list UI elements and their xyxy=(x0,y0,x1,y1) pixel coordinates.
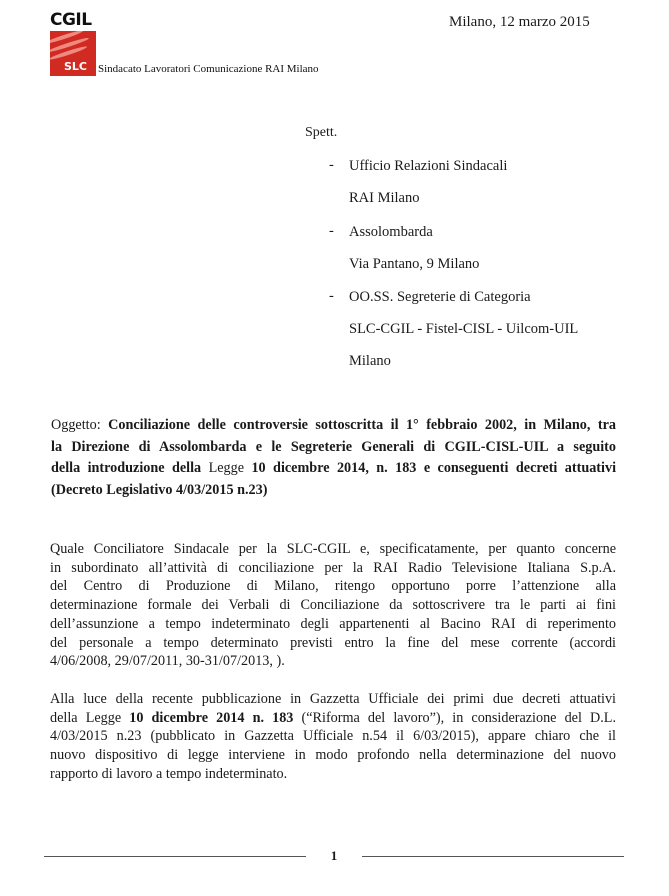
organization-name: Sindacato Lavoratori Comunicazione RAI Milano xyxy=(98,63,319,75)
body-paragraph-2 xyxy=(50,690,616,784)
recipient-line: OO.SS. Segreterie di Categoria xyxy=(349,289,531,305)
recipient-line: SLC-CGIL - Fistel-CISL - Uilcom-UIL xyxy=(349,321,579,337)
footer-rule-left xyxy=(44,856,306,857)
recipient-line: Ufficio Relazioni Sindacali xyxy=(349,158,508,174)
logo-red-box xyxy=(50,31,96,76)
paragraph-line: 4/06/2008, 29/07/2011, 30-31/07/2013, ). xyxy=(50,653,285,670)
recipient-bullet: - xyxy=(329,288,334,304)
paragraph-line: Quale Conciliatore Sindacale per la SLC-CGIL e, specificatamente, per quanto concerne xyxy=(50,541,616,557)
cgil-slc-logo xyxy=(50,11,97,76)
subject-text: Conciliazione delle controversie sottoscritta il 1° febbraio 2002, in Milano, tra xyxy=(108,417,617,433)
body-paragraph-1 xyxy=(50,540,616,671)
page-number: 1 xyxy=(330,848,338,863)
paragraph-text: 10 dicembre 2014 n. 183 xyxy=(129,709,294,726)
salutation: Spett. xyxy=(305,125,338,140)
subject-block xyxy=(51,415,616,502)
paragraph-line: del personale a tempo determinato previsti entro la fine del mese corrente (accordi xyxy=(50,634,616,651)
letter-date: Milano, 12 marzo 2015 xyxy=(449,14,590,30)
paragraph-line: in subordinato all’attività di conciliazione per la RAI Radio Televisione Italiana S.p.A. xyxy=(50,559,616,576)
subject-text: Legge xyxy=(208,460,245,477)
subject-text: 10 dicembre 2014, n. 183 e conseguenti decreti attuativi xyxy=(251,460,617,477)
paragraph-line: dell’assunzione a tempo indeterminato degli appartenenti al Bacino RAI di reperimento xyxy=(50,615,616,632)
recipient-bullet: - xyxy=(329,157,334,173)
subject-text: la Direzione di Assolombarda e le Segreterie Generali di CGIL-CISL-UIL a seguito xyxy=(51,438,616,455)
subject-text: della introduzione della xyxy=(51,460,202,477)
recipient-line: Via Pantano, 9 Milano xyxy=(349,256,480,272)
paragraph-text: della xyxy=(50,709,78,726)
paragraph-line: 4/03/2015 n.23 (pubblicato in Gazzetta Ufficiale n.54 il 6/03/2015), appare chiaro che il xyxy=(50,728,616,745)
paragraph-text: (“Riforma del lavoro”), in considerazione del D.L. xyxy=(301,709,617,726)
paragraph-line: nuovo dispositivo di legge interviene in modo profondo nella determinazione del nuovo xyxy=(50,747,616,764)
paragraph-line: del Centro di Produzione di Milano, ritengo opportuno porre l’attenzione alla xyxy=(50,578,616,595)
paragraph-line: determinazione formale dei Verbali di Conciliazione da sottoscrivere tra le parti ai fini xyxy=(50,597,616,614)
paragraph-text: Legge xyxy=(85,709,122,726)
paragraph-line: Alla luce della recente pubblicazione in Gazzetta Ufficiale dei primi due decreti attuativi xyxy=(50,691,616,707)
paragraph-line: rapporto di lavoro a tempo indeterminato. xyxy=(50,765,288,782)
recipient-line: RAI Milano xyxy=(349,190,420,206)
logo-slc-text: SLC xyxy=(64,60,88,73)
recipient-line: Milano xyxy=(349,353,391,369)
subject-label: Oggetto: xyxy=(51,417,101,433)
recipient-bullet: - xyxy=(329,223,334,239)
recipient-line: Assolombarda xyxy=(349,224,433,240)
subject-text: (Decreto Legislativo 4/03/2015 n.23) xyxy=(51,482,268,499)
logo-cgil-text: CGIL xyxy=(50,10,92,30)
footer-rule-right xyxy=(362,856,624,857)
